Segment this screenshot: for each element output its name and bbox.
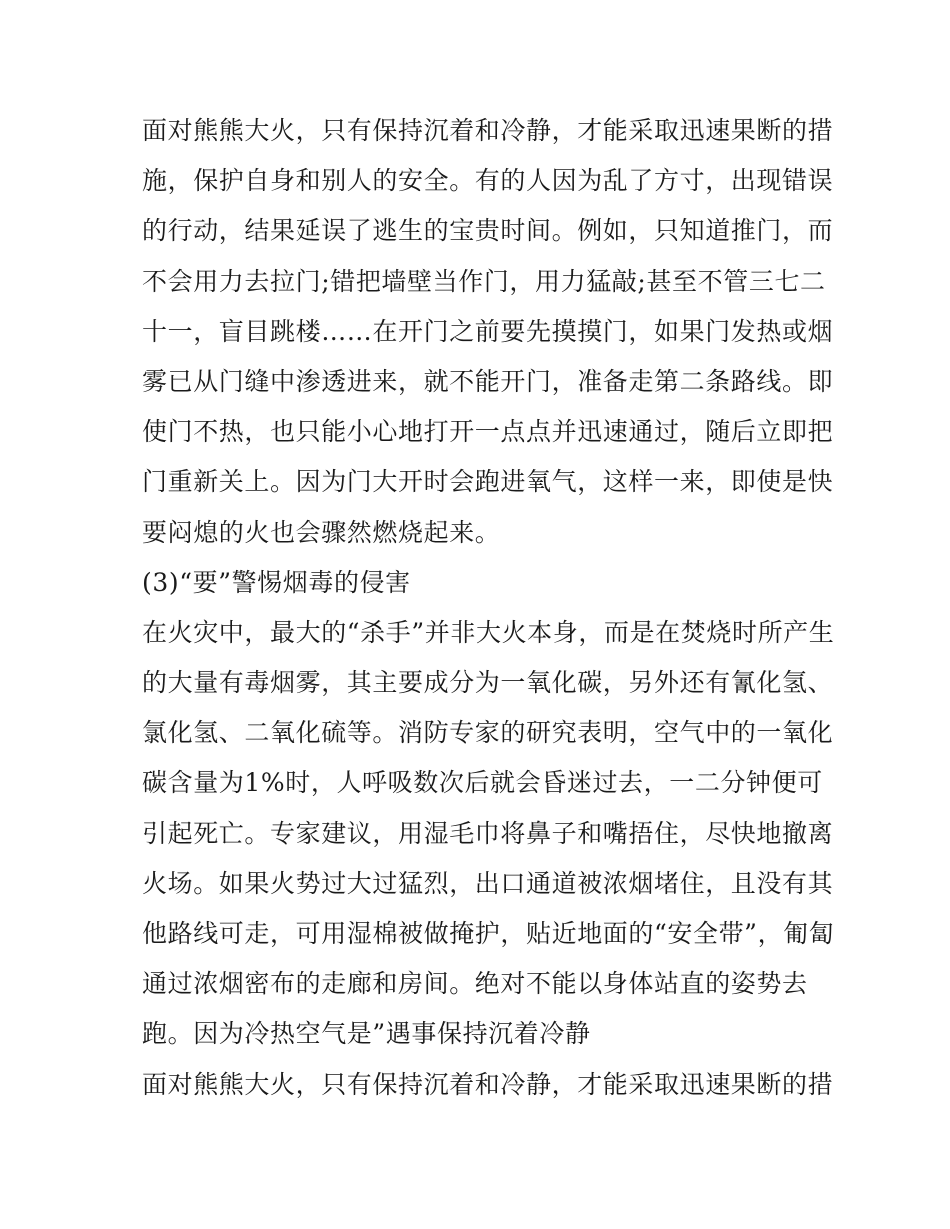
text-line: 雾已从门缝中渗透进来，就不能开门，准备走第二条路线。即 — [142, 366, 834, 396]
text-line: 跑。因为冷热空气是”遇事保持沉着冷静 — [142, 1019, 591, 1049]
text-line: 通过浓烟密布的走廊和房间。绝对不能以身体站直的姿势去 — [142, 969, 808, 999]
text-line: 使门不热，也只能小心地打开一点点并迅速通过，随后立即把 — [142, 417, 834, 447]
text-line: 引起死亡。专家建议，用湿毛巾将鼻子和嘴捂住，尽快地撤离 — [142, 818, 834, 848]
text-line: 面对熊熊大火，只有保持沉着和冷静，才能采取迅速果断的措 — [142, 116, 834, 145]
body-text — [142, 106, 835, 1110]
text-line: 十一，盲目跳楼……在开门之前要先摸摸门，如果门发热或烟 — [142, 316, 834, 346]
text-line: 施，保护自身和别人的安全。有的人因为乱了方寸，出现错误 — [142, 166, 834, 196]
text-line: 火场。如果火势过大过猛烈，出口通道被浓烟堵住，且没有其 — [142, 868, 834, 898]
section-heading: (3)“要”警惕烟毒的侵害 — [142, 567, 411, 597]
text-line: 不会用力去拉门;错把墙壁当作门，用力猛敲;甚至不管三七二 — [142, 266, 826, 296]
text-line: 氯化氢、二氧化硫等。消防专家的研究表明，空气中的一氧化 — [142, 718, 834, 748]
text-line: 的行动，结果延误了逃生的宝贵时间。例如，只知道推门，而 — [142, 216, 834, 246]
text-line: 的大量有毒烟雾，其主要成分为一氧化碳，另外还有氰化氢、 — [142, 668, 834, 698]
text-line: 碳含量为1%时，人呼吸数次后就会昏迷过去，一二分钟便可 — [142, 768, 823, 798]
text-line: 要闷熄的火也会骤然燃烧起来。 — [142, 517, 501, 547]
text-line: 门重新关上。因为门大开时会跑进氧气，这样一来，即使是快 — [142, 467, 834, 497]
text-line: 他路线可走，可用湿棉被做掩护，贴近地面的“安全带”，匍匐 — [142, 919, 835, 948]
text-line: 面对熊熊大火，只有保持沉着和冷静，才能采取迅速果断的措 — [142, 1069, 834, 1099]
text-line: 在火灾中，最大的“杀手”并非大火本身，而是在焚烧时所产生 — [142, 617, 835, 647]
